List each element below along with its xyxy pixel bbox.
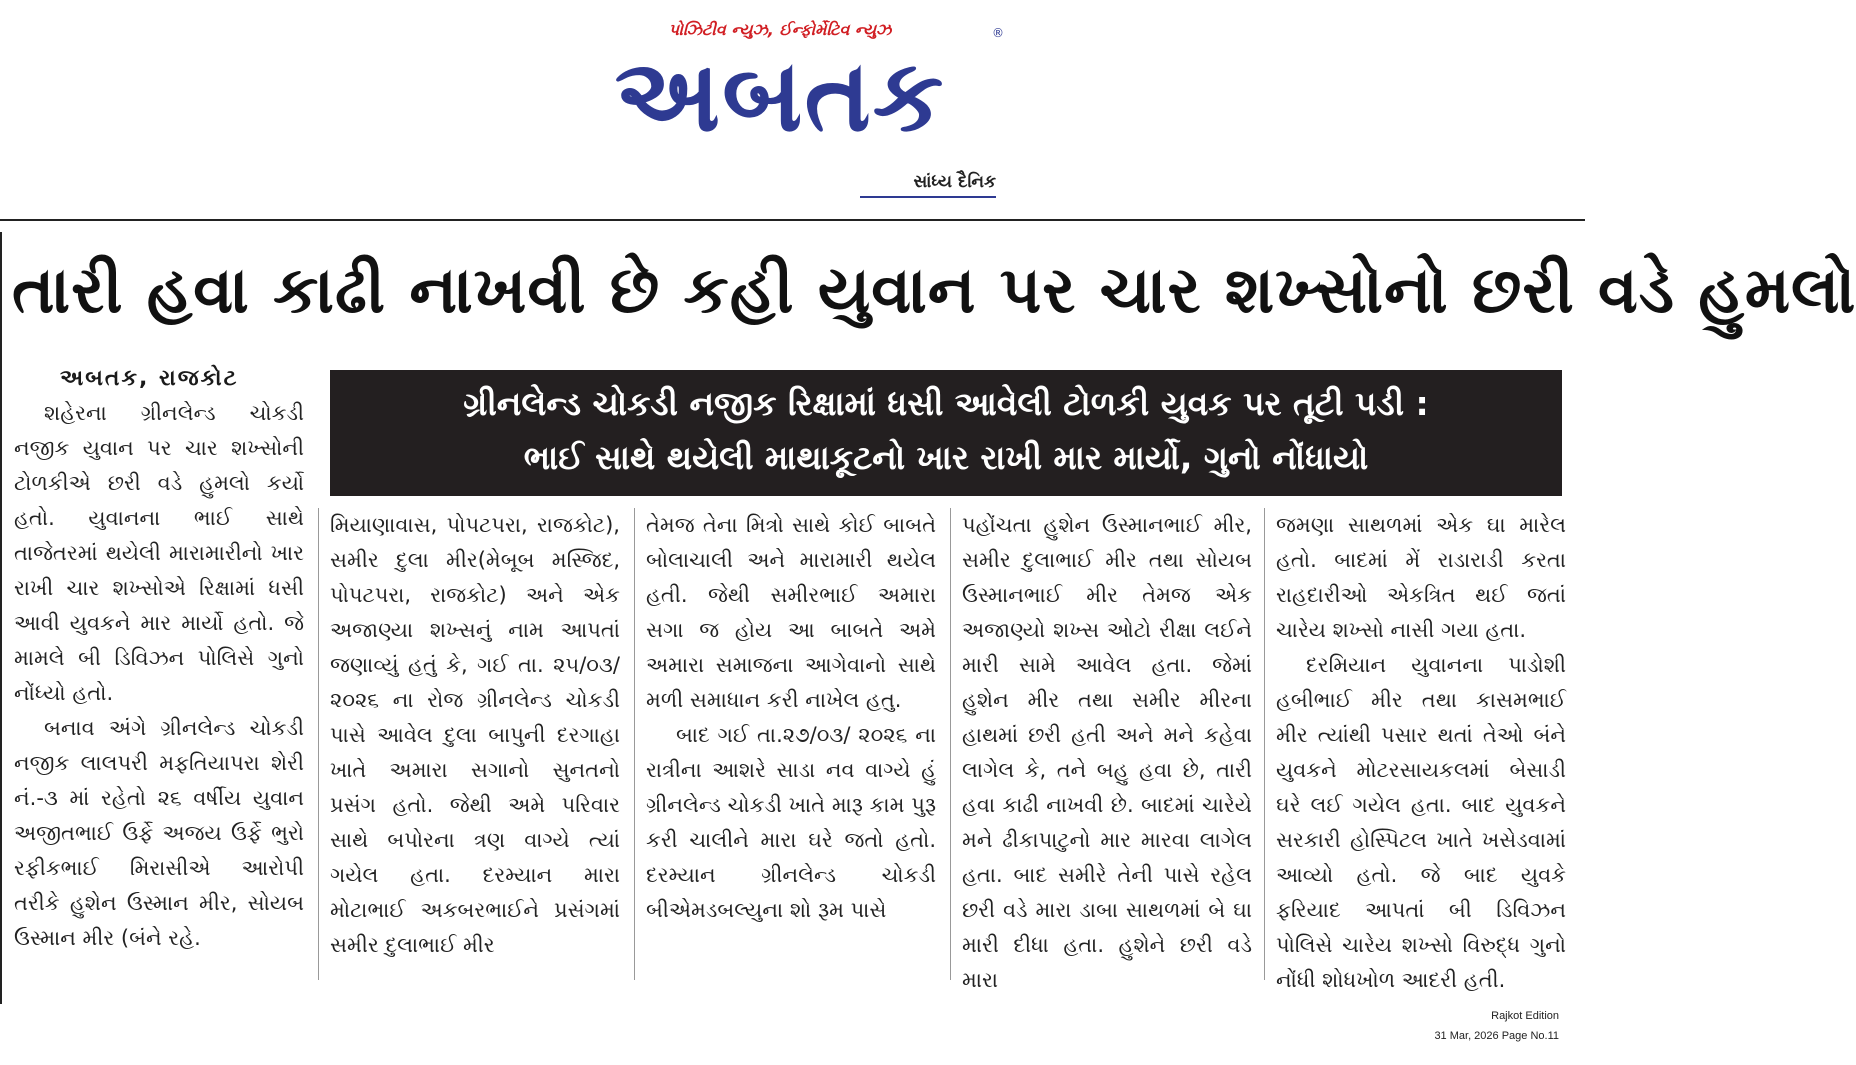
article-column-2 <box>330 508 620 978</box>
masthead-tagline: પોઝિટીવ ન્યુઝ, ઈન્ફોર્મેટિવ ન્યુઝ <box>668 20 892 39</box>
masthead <box>560 14 1020 204</box>
article-subheadline-box <box>330 370 1562 496</box>
article-column-1 <box>14 396 304 1006</box>
masthead-subtitle: સાંધ્ય દૈનિક <box>913 172 996 192</box>
paragraph: તેમજ તેના મિત્રો સાથે કોઈ બાબતે બોલાચાલી અને મારામારી થયેલ હતી. જેથી સમીરભાઈ અમારા સગા જ હોય આ બાબતે અમે અમારા સમાજના આગેવાનો સાથે મળી સમાધાન કરી નાખેલ હતુ. <box>646 513 936 712</box>
article-headline: તારી હવા કાઢી નાખવી છે કહી યુવાન પર ચાર શખ્સોનો છરી વડે હુમલો <box>12 254 1856 328</box>
column-divider <box>950 508 951 980</box>
page-info: 31 Mar, 2026 Page No.11 <box>1434 1030 1559 1042</box>
left-border <box>0 232 2 1004</box>
top-divider <box>0 219 1585 221</box>
edition-label: Rajkot Edition <box>1491 1010 1559 1022</box>
article-column-4 <box>962 508 1252 992</box>
article-dateline: અબતક, રાજકોટ <box>60 366 239 391</box>
column-divider <box>634 508 635 980</box>
subheadline-line-1: ગ્રીનલેન્ડ ચોકડી નજીક રિક્ષામાં ધસી આવેલી ટોળકી યુવક પર તૂટી પડી : <box>463 384 1429 423</box>
paragraph: જમણા સાથળમાં એક ઘા મારેલ હતો. બાદમાં મેં રાડારાડી કરતા રાહદારીઓ એકત્રિત થઈ જતાં ચારેય શખ્સો નાસી ગયા હતા. <box>1276 513 1566 642</box>
subheadline-line-2: ભાઈ સાથે થયેલી માથાકૂટનો ખાર રાખી માર માર્યો, ગુનો નોંધાયો <box>523 438 1369 477</box>
registered-mark: ® <box>992 26 1004 40</box>
column-divider <box>1264 508 1265 980</box>
column-divider <box>318 508 319 980</box>
masthead-logo: અબતક <box>614 37 946 154</box>
article-column-5 <box>1276 508 1566 992</box>
paragraph: બનાવ અંગે ગ્રીનલેન્ડ ચોકડી નજીક લાલપરી મફતિયાપરા શેરી નં.-૩ માં રહેતો ૨૬ વર્ષીય યુવાન અજીતભાઈ ઉર્ફે અજય ઉર્ફે ભુરો રફીકભાઈ મિરાસીએ આરોપી તરીકે હુશેન ઉસ્માન મીર, સોયબ ઉસ્માન મીર (બંને રહે. <box>14 716 304 950</box>
paragraph: બાદ ગઈ તા.૨૭/૦૩/ ૨૦૨૬ ના રાત્રીના આશરે સાડા નવ વાગ્યે હું ગ્રીનલેન્ડ ચોકડી ખાતે મારૂ કામ પુરૂ કરી ચાલીને મારા ઘરે જતો હતો. દરમ્યાન ગ્રીનલેન્ડ ચોકડી બીએમડબલ્યુના શો રૂમ પાસે <box>646 723 936 922</box>
paragraph: પહોંચતા હુશેન ઉસ્માનભાઈ મીર, સમીર દુલાભાઈ મીર તથા સોયબ ઉસ્માનભાઈ મીર તેમજ એક અજાણ્યો શખ્સ ઓટો રીક્ષા લઈને મારી સામે આવેલ હતા. જેમાં હુશેન મીર તથા સમીર મીરના હાથમાં છરી હતી અને મને કહેવા લાગેલ કે, તને બહુ હવા છે, તારી હવા કાઢી નાખવી છે. બાદમાં ચારેયે મને ઢીકાપાટુનો માર મારવા લાગેલ હતા. બાદ સમીરે તેની પાસે રહેલ છરી વડે મારા ડાબા સાથળમાં બે ઘા મારી દીધા હતા. હુશેને છરી વડે મારા <box>962 513 1252 992</box>
paragraph: મિયાણાવાસ, પોપટપરા, રાજકોટ), સમીર દુલા મીર(મેબૂબ મસ્જિદ, પોપટપરા, રાજકોટ) અને એક અજાણ્યા શખ્સનું નામ આપતાં જણાવ્યું હતું કે, ગઈ તા. ૨૫/૦૩/ ૨૦૨૬ ના રોજ ગ્રીનલેન્ડ ચોકડી પાસે આવેલ દુલા બાપુની દરગાહા ખાતે અમારા સગાનો સુનતનો પ્રસંગ હતો. જેથી અમે પરિવાર સાથે બપોરના ત્રણ વાગ્યે ત્યાં ગયેલ હતા. દરમ્યાન મારા મોટાભાઈ અકબરભાઈને પ્રસંગમાં સમીર દુલાભાઈ મીર <box>330 513 620 957</box>
paragraph: શહેરના ગ્રીનલેન્ડ ચોકડી નજીક યુવાન પર ચાર શખ્સોની ટોળકીએ છરી વડે હુમલો કર્યો હતો. યુવાનના ભાઈ સાથે તાજેતરમાં થયેલી મારામારીનો ખાર રાખી ચાર શખ્સોએ રિક્ષામાં ધસી આવી યુવકને માર માર્યો હતો. જે મામલે બી ડિવિઝન પોલિસે ગુનો નોંધ્યો હતો. <box>14 401 304 705</box>
masthead-underline <box>860 196 996 198</box>
paragraph: દરમિયાન યુવાનના પાડોશી હબીભાઈ મીર તથા કાસમભાઈ મીર ત્યાંથી પસાર થતાં તેઓ બંને યુવકને મોટરસાયકલમાં બેસાડી ઘરે લઈ ગયેલ હતા. બાદ યુવકને સરકારી હોસ્પિટલ ખાતે ખસેડવામાં આવ્યો હતો. જે બાદ યુવકે ફરિયાદ આપતાં બી ડિવિઝન પોલિસે ચારેય શખ્સો વિરુદ્ધ ગુનો નોંધી શોધખોળ આદરી હતી. <box>1276 653 1566 992</box>
article-column-3 <box>646 508 936 978</box>
